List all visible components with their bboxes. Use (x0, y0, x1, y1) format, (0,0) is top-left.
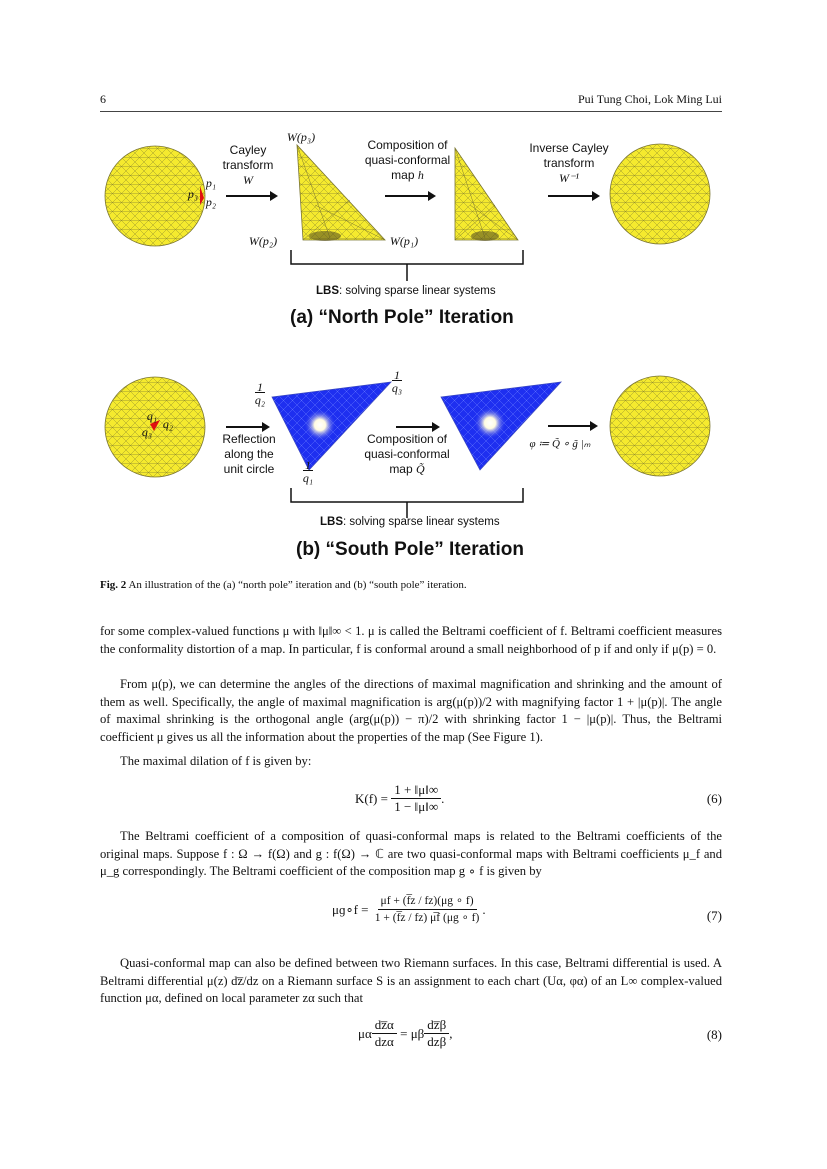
body-paragraph-4: The Beltrami coefficient of a composition of quasi-conformal maps is related to the Beltrami coefficients of the original maps. Suppose f : Ω → f(Ω) and g : f(Ω) → ℂ are two quasi-conformal maps with Beltrami coefficients μ_f and μ_g correspondingly. The Beltrami coefficient of the composition map g ∘ f is given by (100, 829, 722, 878)
page-number: 6 (100, 92, 106, 106)
label-inverse-cayley: Inverse Cayley transform W⁻¹ (529, 141, 609, 185)
lbs-north: LBS: solving sparse linear systems (316, 285, 496, 297)
south-output-disk (610, 376, 710, 476)
figure-caption (100, 579, 722, 591)
figure-2 (0, 0, 827, 575)
running-authors: Pui Tung Choi, Lok Ming Lui (577, 92, 722, 106)
body-paragraph-1: for some complex-valued functions μ with ‖μ‖∞ < 1. μ is called the Beltrami coefficient of f. Beltrami coefficient measures the conformality distortion of a map. In particular, f is conformal around a small neighborhood of p if and only if μ(p) = 0. (100, 624, 722, 656)
body-paragraph-2: From μ(p), we can determine the angles of the directions of maximal magnification and shrinking and the amount of them as well. Specifically, the angle of maximal magnification is arg(μ(p))/2 with magnifying factor 1 + |μ(p)|. The angle of maximal shrinking is the orthogonal angle (arg(μ(p)) − π)/2 with shrinking factor 1 − |μ(p)|. Thus, the Beltrami coefficient μ gives us all the information about the properties of the map (See Figure 1). (100, 677, 722, 744)
title-south-pole: (b) “South Pole” Iteration (296, 539, 524, 560)
equation-6-number: (6) (706, 791, 722, 806)
vertex-wp2: W(p₂) (248, 234, 278, 248)
equation-7-number: (7) (706, 908, 722, 923)
vertex-inv-q3: 1 q₃ (391, 368, 403, 395)
vertex-wp3: W(p₃) (286, 130, 316, 144)
title-north-pole: (a) “North Pole” Iteration (290, 307, 514, 328)
equation-8-number: (8) (706, 1027, 722, 1042)
label-reflection: Reflection along the unit circle (222, 432, 276, 476)
label-cayley: Cayley transform W (222, 143, 274, 187)
label-phi: φ ≔ Q̃ ∘ g̃ |ₘ (529, 438, 591, 450)
point-q3: q₃ (141, 425, 153, 439)
equation-6: K(f) = $\frac{1 + ‖\mu‖\infty}{1 - ‖\mu‖\infty}$ . (6) (355, 782, 722, 814)
north-output-disk (610, 144, 710, 244)
vertex-inv-q2: 1 q₂ (254, 380, 266, 407)
vertex-inv-q1: 1 q₁ (302, 458, 314, 485)
label-composition-north: Composition of quasi-conformal map h (364, 138, 451, 182)
caption-text: An illustration of the (a) “north pole” iteration and (b) “south pole” iteration. (128, 579, 467, 591)
body-paragraph-3: The maximal dilation of f is given by: (120, 754, 312, 768)
point-q1: q₁ (146, 409, 158, 423)
equation-8: μα $\frac{dz̅\alpha}{\text{dzα}}$ = μβ $\frac{dz̅\beta}{\text{dzβ}}$ , (8) (358, 1017, 722, 1049)
north-brace (291, 250, 523, 281)
point-p1: p₁ (205, 176, 217, 190)
body-paragraph-5: Quasi-conformal map can also be defined between two Riemann surfaces. In this case, Beltrami differential is used. A Beltrami differential μ(z) dz̅/dz on a Riemann surface S is an assignment to each chart (Uα, φα) of an L∞ complex-valued function μα, defined on local parameter zα such that (100, 956, 722, 1005)
point-p2: p₂ (205, 195, 217, 209)
label-composition-south: Composition of quasi-conformal map Q̃ (364, 432, 450, 476)
lbs-south: LBS: solving sparse linear systems (320, 516, 500, 528)
north-triangle-2 (455, 148, 518, 240)
south-brace (291, 488, 523, 518)
point-q2: q₂ (162, 417, 174, 431)
vertex-wp1: W(p₁) (389, 234, 419, 248)
caption-label: Fig. 2 (100, 579, 127, 591)
equation-7: μɡ∘f = $\frac{\mu f + (f̅z / fz)(\mu g \circ f)}{1 + (f̅z / fz) \mu̅f (\mu g \circ f)}$ . (7) (332, 895, 722, 924)
point-p3: p₃ (187, 187, 199, 201)
